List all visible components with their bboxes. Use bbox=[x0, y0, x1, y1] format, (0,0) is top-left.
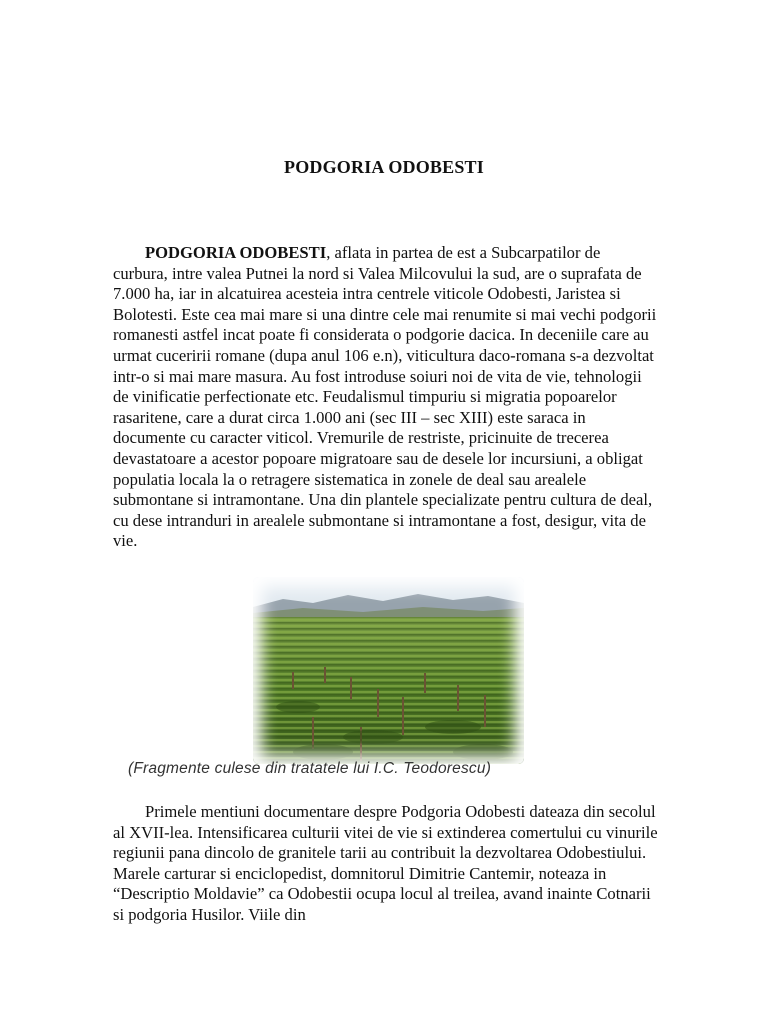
paragraph-2 bbox=[113, 802, 658, 926]
paragraph-1-text: , aflata in partea de est a Subcarpatilor de curbura, intre valea Putnei la nord si Valea Milcovului la sud, are o suprafata de 7.000 ha, iar in alcatuirea acesteia intra centrele viticole Odobesti, Jaristea si Bolotesti. Este cea mai mare si una dintre cele mai renumite si mai vechi podgorii romanesti astfel incat poate fi considerata o podgorie dacica. In deceniile care au urmat cuceririi romane (dupa anul 106 e.n), viticultura daco-romana s-a dezvoltat intr-o si mai mare masura. Au fost introduse soiuri noi de vita de vie, tehnologii de vinificatie perfectionate etc. Feudalismul timpuriu si migratia popoarelor rasaritene, care a durat circa 1.000 ani (sec III – sec XIII) este saraca in documente cu caracter viticol. Vremurile de restriste, pricinuite de trecerea devastatoare a acestor popoare migratoare sau de desele lor incursiuni, a obligat populatia locala la o retragere sistematica in zonele de deal sau arealele submontane si intramontane. Una din plantele specializate pentru cultura de deal, cu dese intranduri in arealele submontane si intramontane a fost, desigur, vita de vie. bbox=[113, 243, 657, 551]
vineyard-illustration bbox=[253, 577, 524, 764]
paragraph-1 bbox=[113, 243, 658, 552]
document-title: PODGORIA ODOBESTI bbox=[284, 157, 484, 177]
paragraph-2-text: Primele mentiuni documentare despre Podgoria Odobesti dateaza din secolul al XVII-lea. Intensificarea culturii vitei de vie si extinderea comertului cu vinurile regiunii pana dincolo de granitele tarii au contribuit la dezvoltarea Odobestiului. Marele carturar si enciclopedist, domnitorul Dimitrie Cantemir, noteaza in “Descriptio Moldavie” ca Odobestii ocupa locul al treilea, avand inainte Cotnarii si podgoria Husilor. Viile din bbox=[113, 802, 658, 924]
image-caption: (Fragmente culese din tratatele lui I.C. Teodorescu) bbox=[128, 760, 492, 777]
paragraph-1-lead: PODGORIA ODOBESTI bbox=[145, 243, 327, 262]
vineyard-photo bbox=[253, 577, 524, 764]
